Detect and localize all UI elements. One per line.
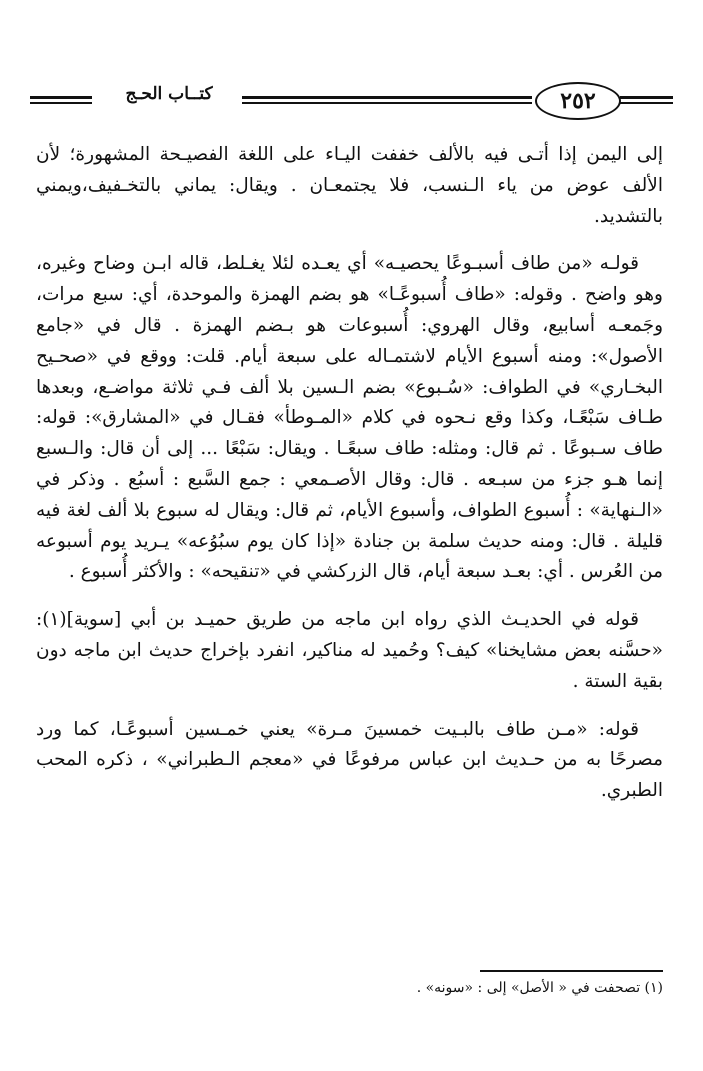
footnote: (١) تصحفت في « الأصل» إلى : «سونه» . xyxy=(416,980,663,996)
footnote-divider xyxy=(480,970,663,972)
header-rule-right xyxy=(620,96,673,107)
page-number-text: ٢٥٢ xyxy=(560,88,596,114)
page-header xyxy=(30,82,673,122)
page-number xyxy=(535,82,621,120)
paragraph: قوله في الحديـث الذي رواه ابن ماجه من طريق حميـد بن أبي [سوية](١): «حسَّنه بعض مشايخنا» كيف؟ وحُميد له مناكير، انفرد بإخراج حديث ابن ماجه دون بقية الستة . xyxy=(36,609,663,692)
header-rule-left xyxy=(30,96,92,107)
page-body xyxy=(36,140,663,807)
paragraph: إلى اليمن إذا أتـى فيه بالألف خففت اليـاء على اللغة الفصيـحة المشهورة؛ لأن الألف عوض من ياء الـنسب، فلا يجتمعـان . ويقال: يماني بالتخـفيف،ويمني بالتشديد. xyxy=(36,144,663,227)
chapter-title: كتــاب الحـج xyxy=(125,84,213,104)
paragraph: قولـه «من طاف أسبـوعًا يحصيـه» أي يعـده لئلا يغـلط، قاله ابـن وضاح وغيره، وهو واضح . وقوله: «طاف أُسبوعًـا» هو بضم الهمزة والموحدة، أي: سبع مرات، وجَمعـه أسابيع، وقال الهروي: أُسبوعات هو بـضم الهمزة . قال في «جامع الأصول»: ومنه أسبوع الأيام لاشتمـاله على سبعة أيام. قلت: ووقع في «صحـيح البخـاري» في الطواف: «سُـبوع» بضم الـسين بلا ألف فـي ثلاثة مواضـع، وبعدها طـاف سَبْعًـا، وكذا وقع نـحوه في كلام «المـوطأ» فقـال في «المشارق»: قوله: طاف سـبوعًا . ثم قال: ومثله: طاف سبعًـا . ويقال: سَبْعًا ... إلى أن قال: والـسبع إنما هـو جزء من سبـعه . قال: وقال الأصـمعي : جمع السَّبع : أسبُع . وذكر في «الـنهاية» : أُسبوع الطواف، وأسبوع الأيام، ثم قال: ويقال له سبوع بلا ألف لغة فيه قليلة . قال: ومنه حديث سلمة بن جنادة «إذا كان يوم سبُوُعه» يـريد يوم أسبوعه من العُرس . أي: بعـد سبعة أيام، قال الزركشي في «تنقيحه» : والأكثر أُسبوع . xyxy=(36,253,664,583)
header-rule-middle xyxy=(242,96,532,107)
paragraph: قوله: «مـن طاف بالبـيت خمسينَ مـرة» يعني خمـسين أسبوعًـا، كما ورد مصرحًا به من حـديث ابن عباس مرفوعًا في «معجم الـطبراني» ، ذكره المحب الطبري. xyxy=(36,718,663,802)
